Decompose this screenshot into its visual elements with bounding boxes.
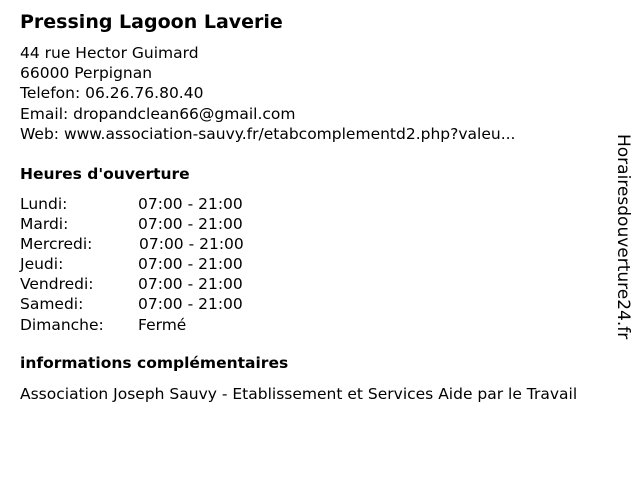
email-address[interactable]: Email: dropandclean66@gmail.com [20, 104, 296, 123]
additional-info-text: Association Joseph Sauvy - Etablissement et Services Aide par le Travail [20, 385, 578, 403]
day-label: Mercredi: [20, 235, 93, 254]
time-value: 07:00 - 21:00 [139, 235, 244, 254]
phone-number[interactable]: Telefon: 06.26.76.80.40 [20, 84, 204, 103]
day-label: Dimanche: [20, 315, 104, 334]
day-label: Jeudi: [20, 255, 64, 274]
day-label: Samedi: [20, 295, 84, 314]
business-name: Pressing Lagoon Laverie [20, 11, 283, 33]
hours-row-thursday [20, 254, 244, 274]
time-value: 07:00 - 21:00 [138, 255, 243, 274]
day-label: Mardi: [20, 215, 69, 234]
opening-hours-heading: Heures d'ouverture [20, 165, 190, 183]
time-value: 07:00 - 21:00 [138, 275, 243, 294]
time-value: 07:00 - 21:00 [138, 295, 243, 314]
address-street: 44 rue Hector Guimard [20, 44, 199, 62]
hours-row-tuesday [20, 214, 244, 234]
address-city: 66000 Perpignan [20, 64, 153, 83]
time-value: 07:00 - 21:00 [138, 195, 243, 213]
hours-row-friday [20, 274, 244, 294]
day-label: Vendredi: [20, 275, 94, 294]
hours-row-saturday [20, 294, 244, 314]
website-link[interactable]: Web: www.association-sauvy.fr/etabcomplementd2.php?valeu... [20, 124, 516, 143]
time-value: Fermé [138, 315, 187, 334]
hours-row-sunday [20, 315, 244, 335]
hours-row-monday [20, 194, 244, 214]
additional-info-heading: informations complémentaires [20, 354, 289, 372]
site-watermark: Horairesdouverture24.fr [613, 134, 633, 340]
contact-block [20, 43, 515, 144]
time-value: 07:00 - 21:00 [138, 215, 243, 234]
opening-hours-table [20, 194, 244, 335]
hours-row-wednesday [20, 234, 244, 254]
day-label: Lundi: [20, 195, 68, 213]
